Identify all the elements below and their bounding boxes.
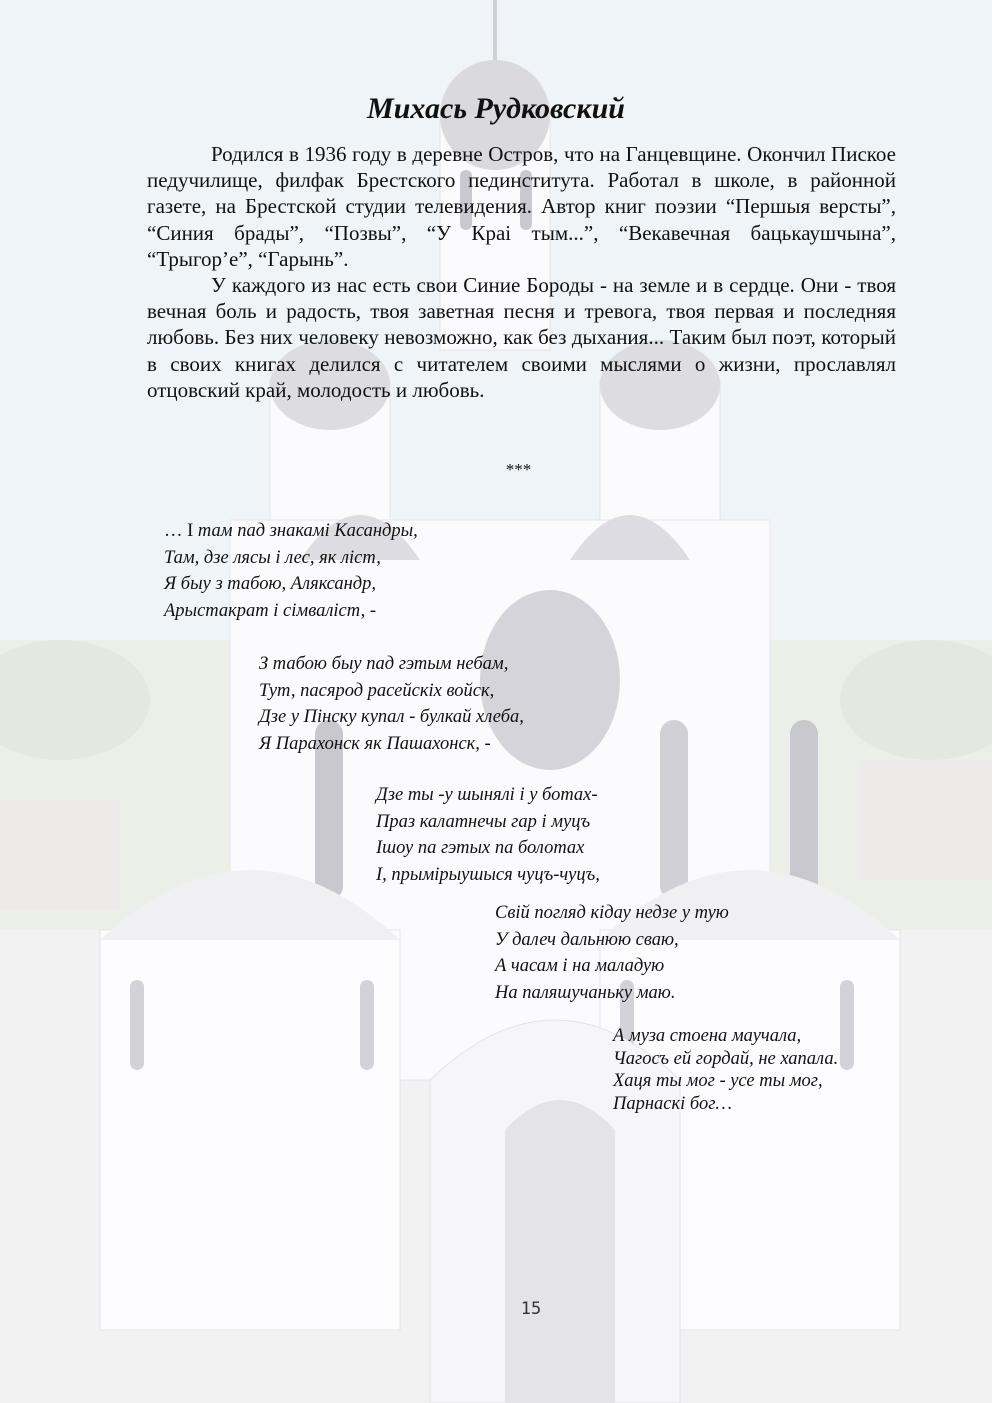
poem-line: Хаця ты мог - усе ты мог, bbox=[613, 1071, 823, 1091]
poem-line: Арыстакрат і сімваліст, - bbox=[164, 600, 376, 621]
poem-stanza-3 bbox=[376, 782, 600, 888]
poem-line: Свій погляд кідау недзе у тую bbox=[495, 903, 729, 923]
poem-line: Я Парахонск як Пашахонск, - bbox=[259, 733, 491, 754]
poem-line: А часам і на маладую bbox=[495, 956, 665, 976]
bio-paragraph-2: У каждого из нас есть свои Синие Бороды - на земле и в сердце. Они - твоя вечная боль и радость, твоя заветная песня и тревога, твоя первая и последняя любовь. Без них человеку невозможно, как без дыхания... Таким был поэт, который в своих книгах делился с читателем своими мыслями о жизни, прославлял отцовский край, молодость и любовь. bbox=[147, 273, 896, 402]
poem-stanza-1 bbox=[164, 518, 418, 624]
poem-line: Там, дзе лясы і лес, як ліст, bbox=[164, 547, 381, 568]
poem-stanza-4 bbox=[495, 900, 729, 1006]
bio-paragraph-1: Родился в 1936 году в деревне Остров, что на Ганцевщине. Окончил Пиское педучилище, филфак Брестского пединститута. Работал в школе, в районной газете, на Брестской студии телевидения. Автор книг поэзии “Першыя версты”, “Синия брады”, “Позвы”, “У Краі тым...”, “Векавечная бацькаушчына”, “Трыгор’е”, “Гарынь”. bbox=[147, 142, 896, 271]
poem-line: Я быу з табою, Аляксандр, bbox=[164, 574, 377, 594]
poem-line: На паляшучаньку маю. bbox=[495, 982, 676, 1003]
poem-stanza-5 bbox=[613, 1025, 838, 1115]
poem-stanza-2 bbox=[259, 651, 524, 757]
author-bio bbox=[147, 141, 896, 403]
poem-line: І, прымірыушыся чуцъ-чуцъ, bbox=[376, 864, 600, 885]
author-title: Михась Рудковский bbox=[367, 92, 625, 125]
poem-separator: *** bbox=[505, 460, 532, 479]
poem-line: Тут, пасярод расейскіх войск, bbox=[259, 680, 495, 701]
poem-line bbox=[164, 518, 418, 545]
poem-line: Ішоу па гэтых па болотах bbox=[376, 838, 585, 858]
poem-line: А муза стоена маучала, bbox=[613, 1026, 802, 1046]
poem-line: Парнаскі бог… bbox=[613, 1093, 732, 1114]
page-number: 15 bbox=[520, 1299, 542, 1319]
poem-line: Дзе ты -у шынялі і у ботах- bbox=[376, 785, 598, 805]
poem-line: З табою быу пад гэтым небам, bbox=[259, 654, 509, 674]
poem-line: У далеч дальнюю сваю, bbox=[495, 929, 679, 950]
poem-line: Чагосъ ей гордай, не хапала. bbox=[613, 1048, 839, 1069]
poem-line: Праз калатнечы гар і муцъ bbox=[376, 811, 591, 832]
poem-line-lead: … І bbox=[164, 521, 194, 541]
poem-line: Дзе у Пінску купал - булкай хлеба, bbox=[259, 707, 524, 727]
poem-line-rest: там пад знакамі Касандры, bbox=[193, 521, 418, 541]
